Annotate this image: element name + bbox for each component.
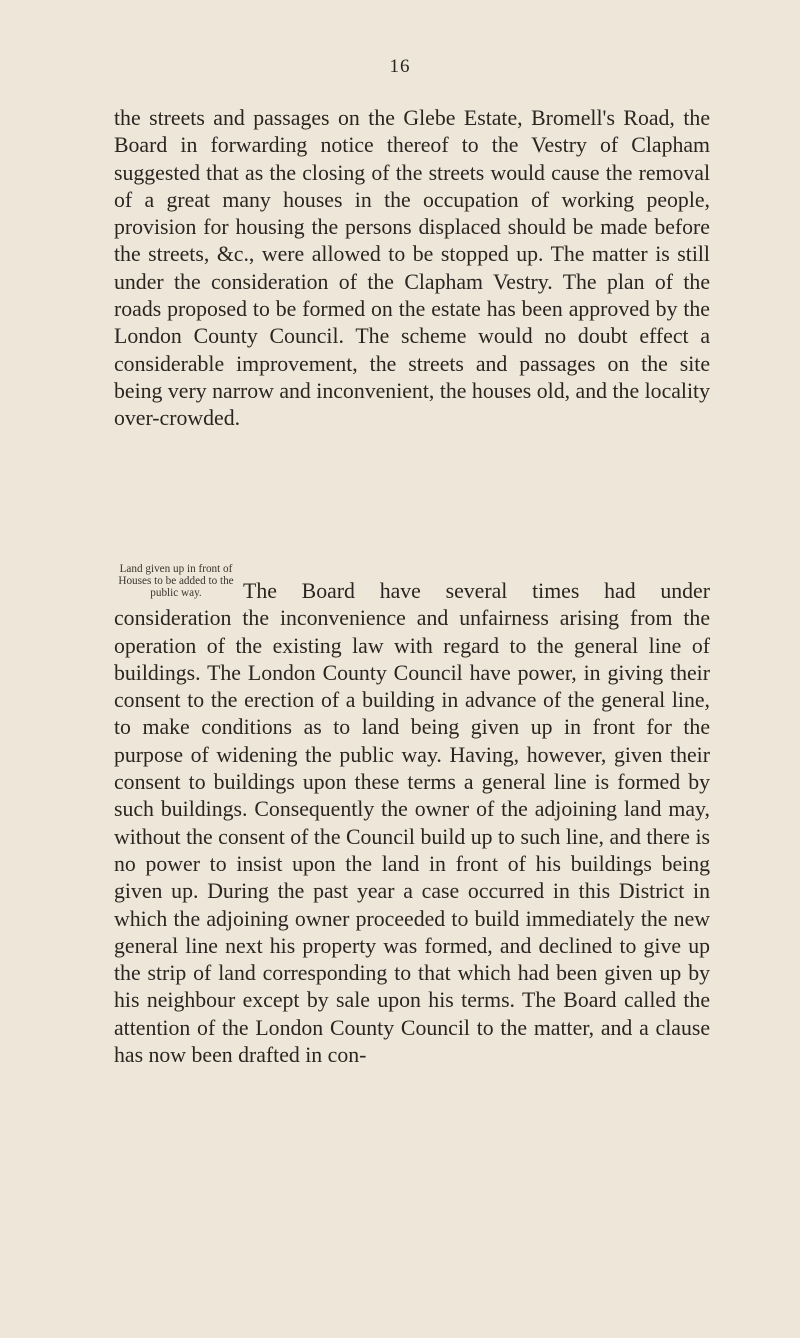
margin-note: Land given up in front of Houses to be added to the public way. [118,563,234,600]
paragraph-glebe-estate: the streets and passages on the Glebe Estate, Bromell's Road, the Board in forwarding notice thereof to the Vestry of Clapham suggested that as the closing of the streets would cause the removal of a great many houses in the occupation of working people, provision for housing the persons displaced should be made before the streets, &c., were allowed to be stopped up. The matter is still under the consideration of the Clapham Vestry. The plan of the roads proposed to be formed on the estate has been approved by the London County Council. The scheme would no doubt effect a considerable improvement, the streets and passages on the site being very narrow and inconvenient, the houses old, and the locality over-crowded. [114,106,710,431]
paragraph-general-line-of-buildings: The Board have several times had under consideration the inconvenience and unfairness arising from the operation of the existing law with regard to the general line of buildings. The London County Council have power, in giving their consent to the erection of a building in advance of the general line, to make conditions as to land being given up in front for the purpose of widening the public way. Having, however, given their consent to buildings upon these terms a general line is formed by such buildings. Consequently the owner of the adjoining land may, without the consent of the Council build up to such line, and there is no power to insist upon the land in front of his buildings being given up. During the past year a case occurred in this District in which the adjoining owner proceeded to build immediately the new general line next his property was formed, and declined to give up the strip of land corresponding to that which had been given up by his neighbour except by sale upon his terms. The Board called the attention of the London County Council to the matter, and a clause has now been drafted in con- [114,579,710,1068]
page-number: 16 [389,56,411,77]
